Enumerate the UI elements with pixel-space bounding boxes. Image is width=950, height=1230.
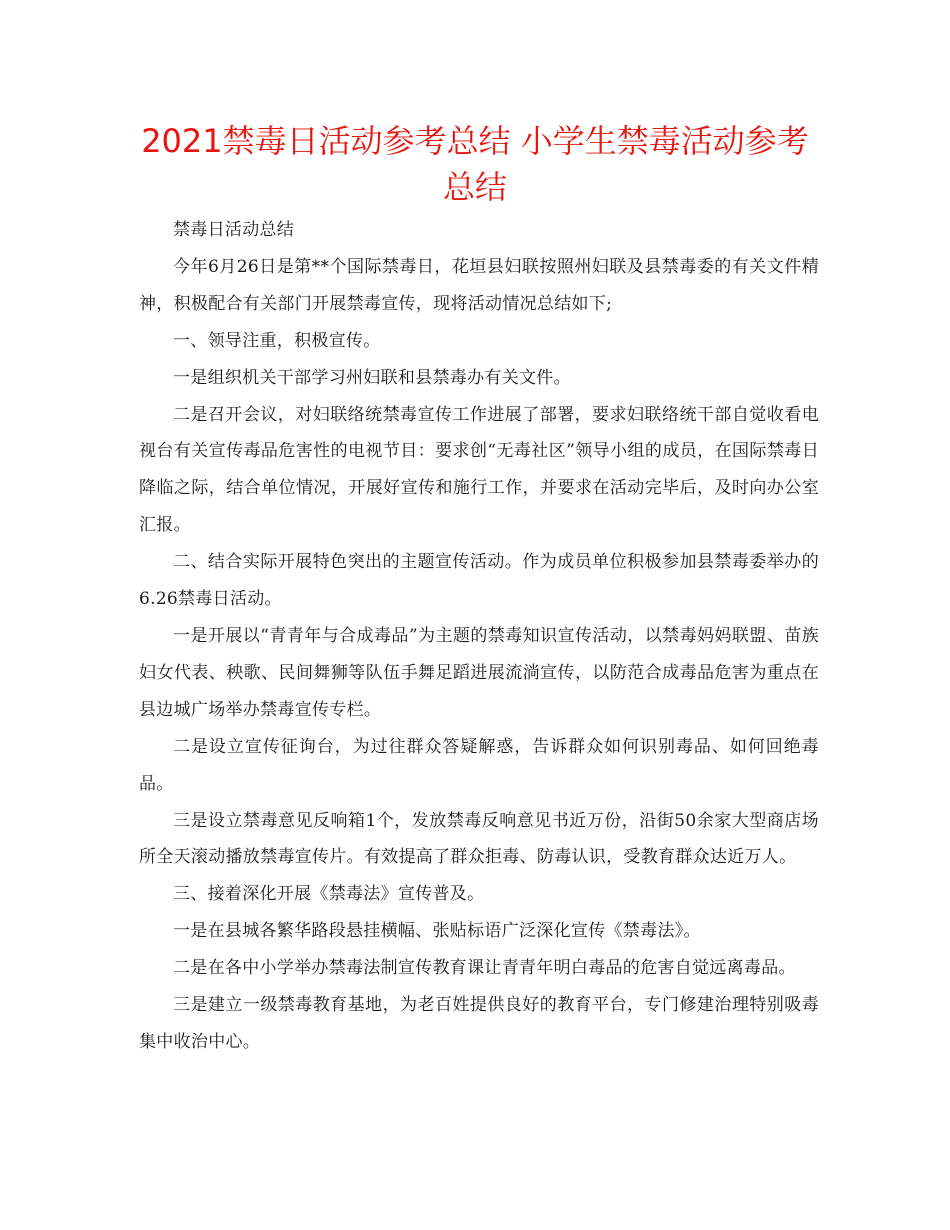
paragraph: 一是在县城各繁华路段悬挂横幅、张贴标语广泛深化宣传《禁毒法》。 [173, 921, 701, 942]
paragraph: 一是组织机关干部学习州妇联和县禁毒办有关文件。 [173, 367, 571, 388]
paragraph: 三是建立一级禁毒教育基地，为老百姓提供良好的教育平台，专门修建治理特别吸毒集中收治中心。 [139, 995, 819, 1052]
document-title-line-1: 2021禁毒日活动参考总结 小学生禁毒活动参考 [141, 122, 809, 160]
paragraph: 一是开展以“青青年与合成毒品”为主题的禁毒知识宣传活动，以禁毒妈妈联盟、苗族妇女代表、秧歌、民间舞狮等队伍手舞足蹈进展流淌宣传，以防范合成毒品危害为重点在县边城广场举办禁毒宣传专栏。 [139, 625, 819, 720]
section-heading-2: 二、结合实际开展特色突出的主题宣传活动。作为成员单位积极参加县禁毒委举办的6.26禁毒日活动。 [139, 552, 819, 610]
document-body [139, 212, 819, 1061]
paragraph: 二是在各中小学举办禁毒法制宣传教育课让青青年明白毒品的危害自觉远离毒品。 [173, 958, 796, 979]
paragraph: 三是设立禁毒意见反响箱1个，发放禁毒反响意见书近万份，沿街50余家大型商店场所全天滚动播放禁毒宣传片。有效提高了群众拒毒、防毒认识，受教育群众达近万人。 [139, 810, 819, 868]
paragraph-intro: 今年6月26日是第**个国际禁毒日，花垣县妇联按照州妇联及县禁毒委的有关文件精神，积极配合有关部门开展禁毒宣传，现将活动情况总结如下; [139, 256, 819, 314]
paragraph-subtitle: 禁毒日活动总结 [173, 220, 295, 240]
paragraph: 二是设立宣传征询台，为过往群众答疑解惑，告诉群众如何识别毒品、如何回绝毒品。 [139, 736, 819, 794]
section-heading-1: 一、领导注重，积极宣传。 [173, 330, 381, 351]
document-title-line-2: 总结 [442, 168, 507, 206]
document-title [100, 118, 850, 210]
section-heading-3: 三、接着深化开展《禁毒法》宣传普及。 [173, 884, 485, 905]
paragraph: 二是召开会议，对妇联络统禁毒宣传工作进展了部署，要求妇联络统干部自觉收看电视台有关宣传毒品危害性的电视节目：要求创“无毒社区”领导小组的成员，在国际禁毒日降临之际，结合单位情况，开展好宣传和施行工作，并要求在活动完毕后，及时向办公室汇报。 [139, 404, 819, 536]
